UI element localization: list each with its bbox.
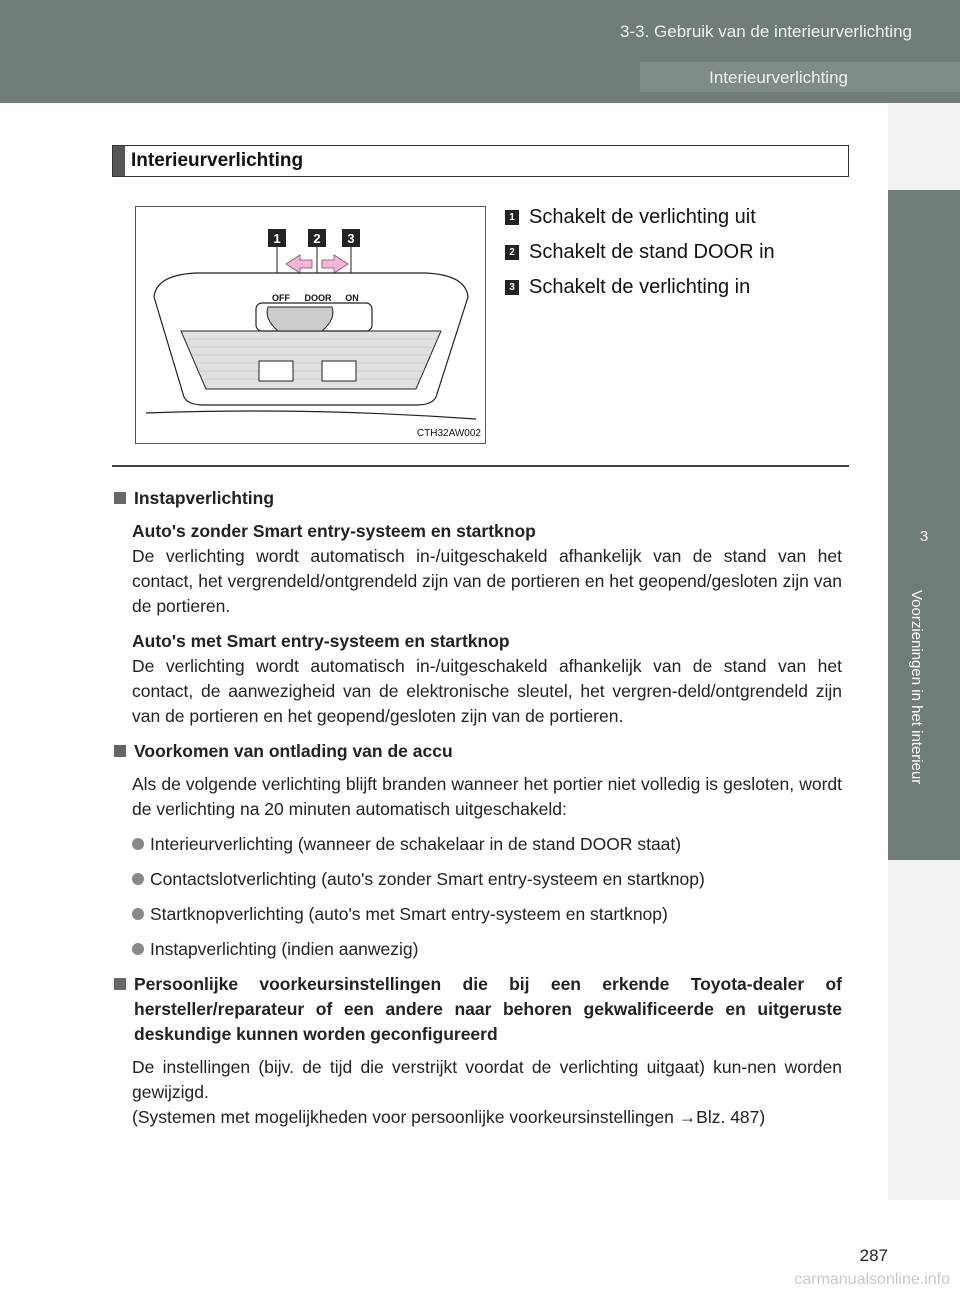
section-voorkeursinstellingen: [112, 972, 842, 1130]
paragraph-text: Als de volgende verlichting blijft branden wanneer het portier niet volledig is gesloten, wordt de verlichting na 20 minuten automatisch uitgeschakeld:: [132, 774, 842, 819]
paragraph-text: De verlichting wordt automatisch in-/uitgeschakeld afhankelijk van de stand van het contact, het vergrendeld/ontgrendeld zijn van de portieren en het geopend/gesloten zijn van de portieren.: [132, 546, 842, 616]
section-instapverlichting: [112, 486, 842, 729]
figure-legend: [505, 200, 775, 305]
legend-item: [505, 200, 775, 235]
square-bullet-icon: [114, 745, 126, 757]
paragraph-title: Auto's met Smart entry-systeem en startknop: [132, 631, 510, 651]
sub-heading-text: Instapverlichting: [134, 488, 275, 508]
interior-light-illustration: [136, 207, 485, 443]
main-content: [112, 480, 842, 1130]
paragraph-text: De instellingen (bijv. de tijd die verstrijkt voordat de verlichting uitgaat) kun-nen worden gewijzigd.: [132, 1057, 842, 1102]
section-heading: [112, 145, 849, 177]
list-item-text: Startknopverlichting (auto's met Smart entry-systeem en startknop): [150, 904, 668, 924]
heading-bar: [113, 146, 125, 176]
side-tab-label: Voorzieningen in het interieur: [908, 590, 925, 785]
list-item-text: Instapverlichting (indien aanwezig): [150, 939, 419, 959]
chapter-number: 3: [919, 528, 929, 545]
callout-1: 1: [273, 231, 281, 246]
section-accu: [112, 739, 842, 962]
sub-heading: [112, 739, 842, 764]
sub-heading-text: Voorkomen van ontlading van de accu: [134, 741, 453, 761]
watermark: carmanualsonline.info: [794, 1271, 950, 1288]
paragraph-text: De verlichting wordt automatisch in-/uitgeschakeld afhankelijk van de stand van het contact, de aanwezigheid van de elektronische sleutel, het vergren-deld/ontgrendeld zijn van de portieren en het geopend/gesloten zijn van de portieren.: [132, 656, 842, 726]
arrow-left-icon: [286, 255, 312, 273]
bullet-icon: [132, 908, 144, 920]
square-bullet-icon: [114, 492, 126, 504]
section-title: Interieurverlichting: [709, 68, 848, 87]
switch-label-door: DOOR: [304, 293, 332, 303]
arrow-right-icon: [322, 255, 348, 273]
sub-heading: [112, 486, 842, 511]
sub-heading-text: Persoonlijke voorkeursinstellingen die bij een erkende Toyota-dealer of hersteller/reparateur of een andere naar behoren gekwalificeerde en uitgeruste deskundige kunnen worden geconfigureerd: [134, 974, 842, 1044]
legend-text: Schakelt de stand DOOR in: [529, 241, 775, 263]
list-item-text: Contactslotverlichting (auto's zonder Smart entry-systeem en startknop): [150, 869, 705, 889]
section-divider: [112, 465, 849, 467]
legend-item: [505, 270, 775, 305]
switch-label-off: OFF: [272, 293, 290, 303]
page-number: 287: [859, 1246, 888, 1265]
list-item: [132, 902, 842, 927]
legend-number: 2: [505, 245, 519, 260]
figure-code: CTH32AW002: [416, 428, 481, 439]
bullet-icon: [132, 873, 144, 885]
interior-light-figure: [135, 206, 486, 444]
callout-2: 2: [313, 231, 321, 246]
legend-text: Schakelt de verlichting in: [529, 276, 751, 298]
list-item: [132, 832, 842, 857]
chapter-title: 3-3. Gebruik van de interieurverlichting: [620, 22, 912, 41]
paragraph: [132, 1055, 842, 1130]
list-item: [132, 867, 842, 892]
paragraph: [132, 772, 842, 822]
legend-text: Schakelt de verlichting uit: [529, 206, 756, 228]
callout-3: 3: [347, 231, 355, 246]
legend-number: 1: [505, 210, 519, 225]
legend-number: 3: [505, 280, 519, 295]
legend-item: [505, 235, 775, 270]
list-item: [132, 937, 842, 962]
page-reference: (Systemen met mogelijkheden voor persoonlijke voorkeursinstellingen →Blz. 487): [132, 1107, 766, 1127]
list-item-text: Interieurverlichting (wanneer de schakelaar in de stand DOOR staat): [150, 834, 682, 854]
paragraph: [132, 629, 842, 729]
heading-text: Interieurverlichting: [131, 150, 304, 171]
bullet-icon: [132, 838, 144, 850]
paragraph-title: Auto's zonder Smart entry-systeem en startknop: [132, 521, 536, 541]
switch-label-on: ON: [345, 293, 359, 303]
sub-heading: [112, 972, 842, 1047]
square-bullet-icon: [114, 978, 126, 990]
paragraph: [132, 519, 842, 619]
bullet-icon: [132, 943, 144, 955]
